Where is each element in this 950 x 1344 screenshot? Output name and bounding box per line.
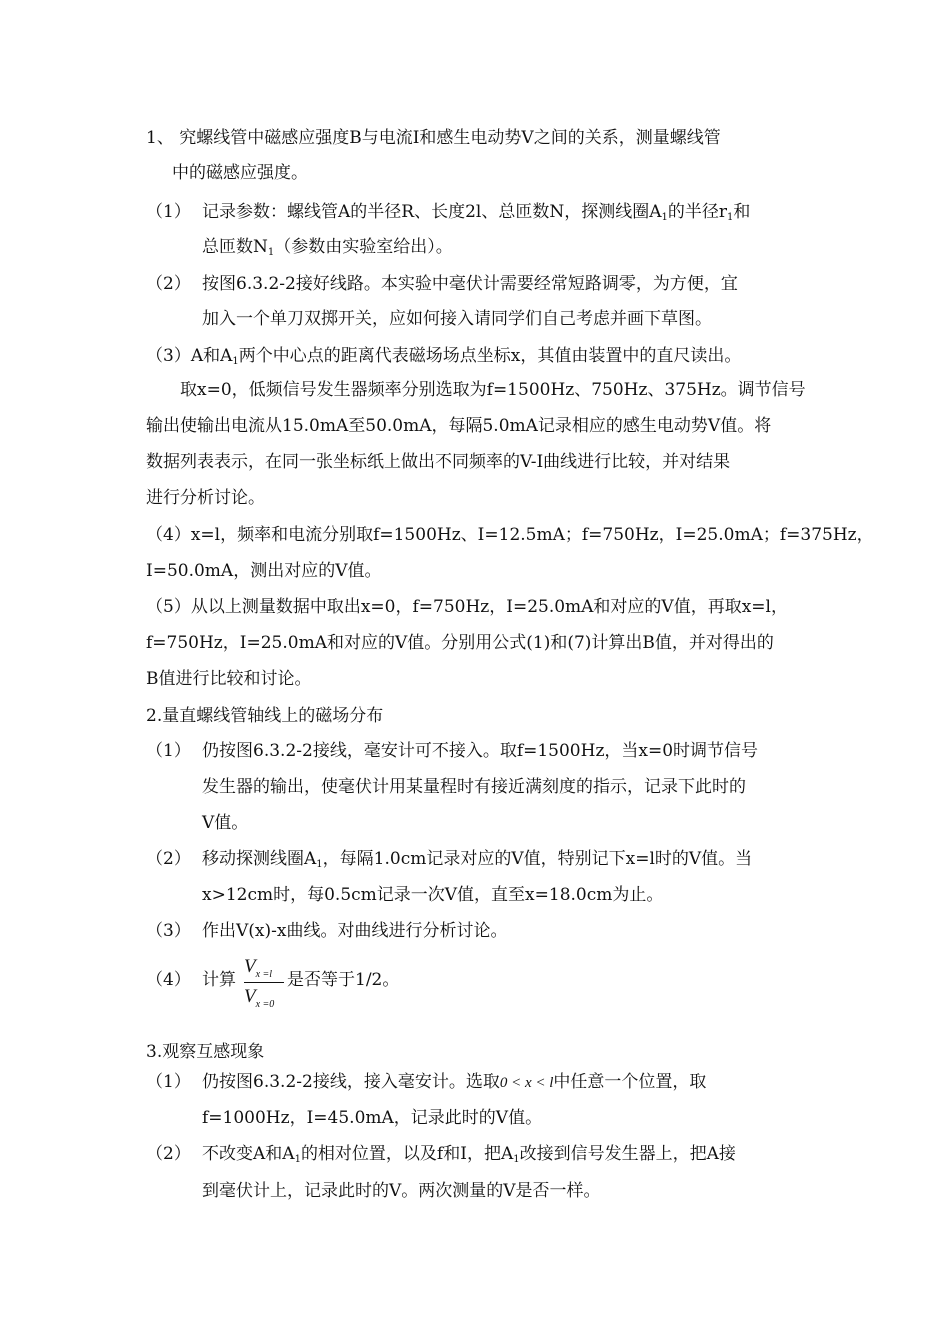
s1-step3-para2: 输出使输出电流从15.0mA至50.0mA，每隔5.0mA记录相应的感生电动势V值。将: [146, 416, 772, 436]
s1-step2-line2: 加入一个单刀双掷开关，应如何接入请同学们自己考虑并画下草图。: [202, 309, 712, 329]
s2-step2-number: （2）: [146, 849, 191, 869]
s3-step1-line1: 仍按图6.3.2-2接线，接入毫安计。选取0 < x < l中任意一个位置，取: [202, 1072, 707, 1092]
s3-step2-number: （2）: [146, 1144, 191, 1164]
s3-step2-line2: 到毫伏计上，记录此时的V。两次测量的V是否一样。: [202, 1181, 601, 1201]
s1-step3-para1: 取x=0，低频信号发生器频率分别选取为f=1500Hz、750Hz、375Hz。调节信号: [180, 380, 806, 400]
section1-title-line1: 1、 究螺线管中磁感应强度B与电流I和感生电动势V之间的关系，测量螺线管: [146, 128, 721, 148]
s1-step1-line1: 记录参数：螺线管A的半径R、长度2l、总匝数N，探测线圈$A_1$的半径$r_1$和: [202, 202, 751, 223]
s2-step3-line1: 作出V(x)-x曲线。对曲线进行分析讨论。: [202, 921, 508, 941]
s1-step1-number: （1）: [146, 202, 191, 222]
s1-step2-number: （2）: [146, 274, 191, 294]
s3-step2-line1: 不改变A和$A_1$的相对位置，以及f和I，把$A_1$改接到信号发生器上，把A接: [202, 1144, 736, 1165]
s2-step1-line2: 发生器的输出，使毫伏计用某量程时有接近满刻度的指示，记录下此时的: [202, 777, 746, 797]
ratio-fraction: [244, 956, 286, 1016]
s1-step4-line1: （4）x=l，频率和电流分别取f=1500Hz、I=12.5mA；f=750Hz，I=25.0mA；f=375Hz，: [146, 525, 874, 545]
s1-step4-line2: I=50.0mA，测出对应的V值。: [146, 561, 382, 581]
s1-step5-line2: f=750Hz，I=25.0mA和对应的V值。分别用公式(1)和(7)计算出B值，并对得出的: [146, 633, 774, 653]
s2-step1-line1: 仍按图6.3.2-2接线，毫安计可不接入。取f=1500Hz，当x=0时调节信号: [202, 741, 759, 761]
s2-step1-line3: V值。: [202, 813, 249, 833]
section3-title: 3.观察互感现象: [146, 1042, 265, 1062]
section2-title: 2.量直螺线管轴线上的磁场分布: [146, 706, 384, 726]
s1-step1-line2: 总匝数$N_1$（参数由实验室给出）。: [202, 237, 453, 258]
s1-step3-para4: 进行分析讨论。: [146, 488, 265, 508]
s2-step4-number: （4）: [146, 970, 191, 990]
fraction-bar: [244, 982, 284, 983]
s2-step4-pre: 计算: [202, 970, 236, 990]
s1-step3-para3: 数据列表表示，在同一张坐标纸上做出不同频率的V-I曲线进行比较，并对结果: [146, 452, 731, 472]
s2-step4-post: 是否等于1/2。: [287, 970, 400, 990]
s2-step3-number: （3）: [146, 921, 191, 941]
s1-step5-line1: （5）从以上测量数据中取出x=0，f=750Hz，I=25.0mA和对应的V值，再取x=l，: [146, 597, 788, 617]
fraction-denominator: $V_{x =0}$: [244, 986, 275, 1010]
section1-title-line2: 中的磁感应强度。: [172, 163, 308, 183]
s2-step1-number: （1）: [146, 741, 191, 761]
s1-step5-line3: B值进行比较和讨论。: [146, 669, 312, 689]
s1-step2-line1: 按图6.3.2-2接好线路。本实验中毫伏计需要经常短路调零，为方便，宜: [202, 274, 738, 294]
inequality-expression: 0 < x < l: [499, 1075, 554, 1091]
s1-step3-line1: （3）A和$A_1$两个中心点的距离代表磁场场点坐标x，其值由装置中的直尺读出。: [146, 346, 742, 367]
s3-step1-number: （1）: [146, 1072, 191, 1092]
fraction-numerator: $V_{x =l}$: [244, 956, 273, 980]
s2-step2-line1: 移动探测线圈$A_1$，每隔1.0cm记录对应的V值，特别记下x=l时的V值。当: [202, 849, 753, 870]
s3-step1-line2: f=1000Hz，I=45.0mA，记录此时的V值。: [202, 1108, 543, 1128]
s2-step2-line2: x>12cm时，每0.5cm记录一次V值，直至x=18.0cm为止。: [202, 885, 664, 905]
